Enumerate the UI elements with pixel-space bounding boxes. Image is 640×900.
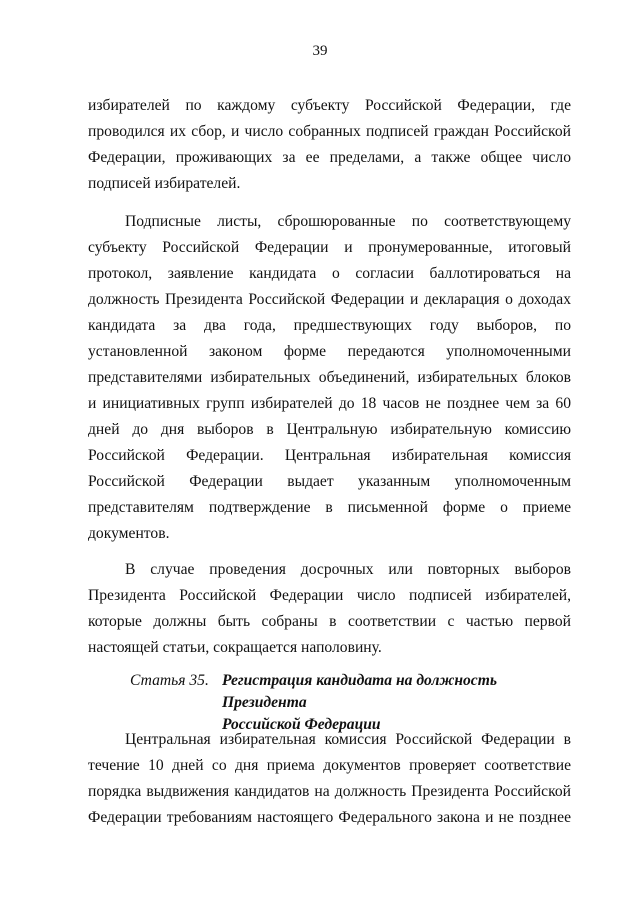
paragraph-3-line-2: Президента Российской Федерации число подписей избирателей, — [88, 587, 571, 604]
paragraph-1-line-2: проводился их сбор, и число собранных подписей граждан Российской — [88, 123, 571, 140]
paragraph-3-line-1: В случае проведения досрочных или повторных выборов — [125, 561, 571, 578]
paragraph-3-line-3: которые должны быть собраны в соответствии с частью первой — [88, 613, 571, 630]
page-number: 39 — [312, 43, 328, 59]
paragraph-2-line-1: Подписные листы, сброшюрованные по соответствующему — [125, 213, 571, 230]
paragraph-1-line-3: Федерации, проживающих за ее пределами, а также общее число — [88, 149, 571, 166]
paragraph-2-line-9: дней до дня выборов в Центральную избирательную комиссию — [88, 421, 571, 438]
article-title — [222, 670, 571, 736]
paragraph-1-line-1: избирателей по каждому субъекту Российской Федерации, где — [88, 97, 571, 114]
paragraph-2-line-2: субъекту Российской Федерации и пронумерованные, итоговый — [88, 239, 571, 256]
paragraph-2-line-3: протокол, заявление кандидата о согласии баллотироваться на — [88, 265, 571, 282]
paragraph-2-line-4: должность Президента Российской Федерации и декларация о доходах — [88, 291, 571, 308]
paragraph-4-line-4: Федерации требованиям настоящего Федерального закона и не позднее — [88, 809, 571, 826]
paragraph-2-line-11: Российской Федерации выдает указанным уполномоченным — [88, 473, 571, 490]
article-title-line-1: Регистрация кандидата на должность Президента — [222, 672, 497, 711]
paragraph-2-line-12: представителям подтверждение в письменной форме о приеме — [88, 499, 571, 516]
article-heading — [130, 670, 571, 733]
paragraph-4-line-1: Центральная избирательная комиссия Российской Федерации в — [125, 731, 571, 748]
paragraph-2-line-5: кандидата за два года, предшествующих году выборов, по — [88, 317, 571, 334]
paragraph-1-line-4: подписей избирателей. — [88, 175, 241, 192]
paragraph-2-line-13: документов. — [88, 525, 170, 542]
article-title-line-2: Российской Федерации — [222, 716, 381, 733]
paragraph-3-line-4: настоящей статьи, сокращается наполовину. — [88, 639, 382, 656]
article-label: Статья 35. — [130, 672, 209, 689]
paragraph-4-line-2: течение 10 дней со дня приема документов проверяет соответствие — [88, 757, 571, 774]
paragraph-2-line-6: установленной законом форме передаются уполномоченными — [88, 343, 571, 360]
paragraph-2-line-10: Российской Федерации. Центральная избирательная комиссия — [88, 447, 571, 464]
paragraph-4-line-3: порядка выдвижения кандидатов на должность Президента Российской — [88, 783, 571, 800]
paragraph-2-line-7: представителями избирательных объединений, избирательных блоков — [88, 369, 571, 386]
paragraph-2-line-8: и инициативных групп избирателей до 18 часов не позднее чем за 60 — [88, 395, 571, 412]
